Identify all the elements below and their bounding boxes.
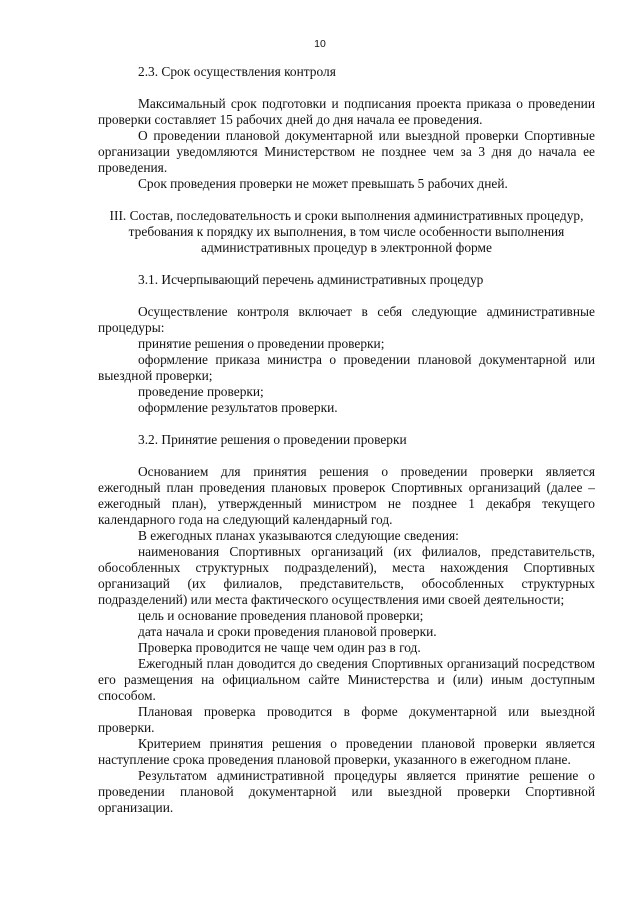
paragraph: Срок проведения проверки не может превышать 5 рабочих дней. xyxy=(138,176,508,191)
section-2-3-heading: 2.3. Срок осуществления контроля xyxy=(138,64,336,79)
heading-line: административных процедур в электронной форме xyxy=(201,240,492,255)
heading-line: требования к порядку их выполнения, в том числе особенности выполнения xyxy=(128,224,565,239)
section-3-1-heading: 3.1. Исчерпывающий перечень административных процедур xyxy=(138,272,484,287)
list-item: оформление приказа министра о проведении плановой документарной или выездной проверки; xyxy=(98,352,595,383)
paragraph: Проверка проводится не чаще чем один раз в год. xyxy=(138,640,421,655)
paragraph: Максимальный срок подготовки и подписания проекта приказа о проведении проверки составляет 15 рабочих дней до дня начала ее проведения. xyxy=(98,96,595,127)
page-number: 10 xyxy=(314,38,326,50)
paragraph: В ежегодных планах указываются следующие сведения: xyxy=(138,528,459,543)
paragraph: дата начала и сроки проведения плановой проверки. xyxy=(138,624,437,639)
paragraph: Плановая проверка проводится в форме документарной или выездной проверки. xyxy=(98,704,595,735)
list-item: принятие решения о проведении проверки; xyxy=(138,336,385,351)
paragraph: Ежегодный план доводится до сведения Спортивных организаций посредством его размещения на официальном сайте Министерства и (или) иным доступным способом. xyxy=(98,656,595,703)
paragraph: Критерием принятия решения о проведении плановой проверки является наступление срока проведения плановой проверки, указанного в ежегодном плане. xyxy=(98,736,595,767)
list-item: оформление результатов проверки. xyxy=(138,400,338,415)
list-item: проведение проверки; xyxy=(138,384,264,399)
section-3-2-heading: 3.2. Принятие решения о проведении проверки xyxy=(138,432,407,447)
paragraph: цель и основание проведения плановой проверки; xyxy=(138,608,424,623)
paragraph: Результатом административной процедуры является принятие решение о проведении плановой документарной или выездной проверки Спортивной организации. xyxy=(98,768,595,815)
paragraph: О проведении плановой документарной или выездной проверки Спортивные организации уведомляются Министерством не позднее чем за 3 дня до начала ее проведения. xyxy=(98,128,595,175)
paragraph: наименования Спортивных организаций (их филиалов, представительств, обособленных структурных подразделений), места нахождения Спортивных организаций (их филиалов, представительств, обособленных структурных подразделений) или места фактического осуществления ими своей деятельности; xyxy=(98,544,595,607)
paragraph: Основанием для принятия решения о проведении проверки является ежегодный план проведения плановых проверок Спортивных организаций (далее – ежегодный план), утвержденный министром не позднее 1 декабря текущего календарного года на следующий календарный год. xyxy=(98,464,595,527)
page-content xyxy=(98,64,595,816)
paragraph: Осуществление контроля включает в себя следующие административные процедуры: xyxy=(98,304,595,335)
section-3-heading xyxy=(98,208,595,256)
heading-line: III. Состав, последовательность и сроки выполнения административных процедур, xyxy=(109,208,584,223)
